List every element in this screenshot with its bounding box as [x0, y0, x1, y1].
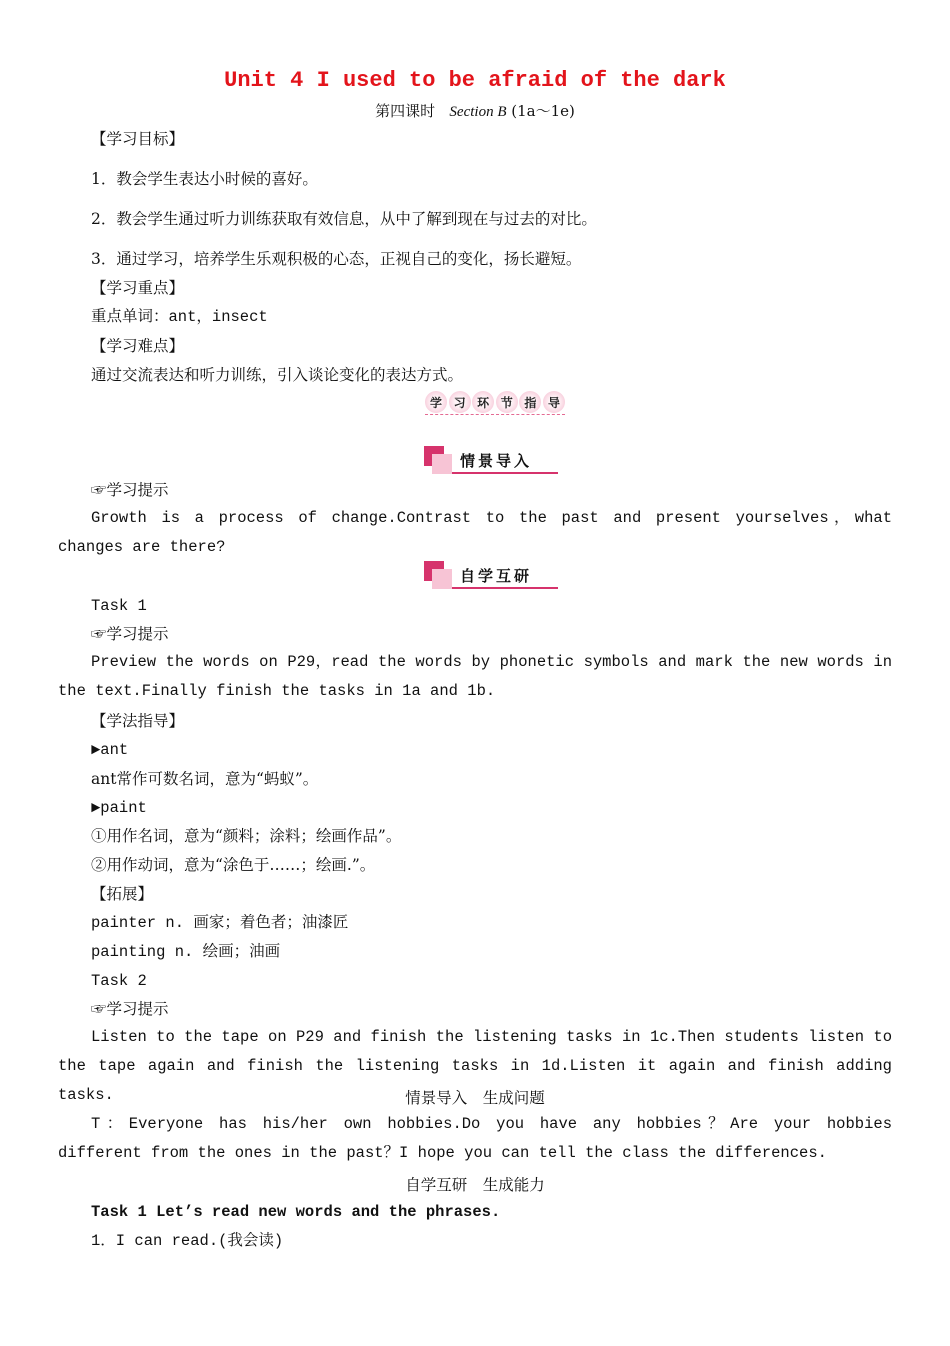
difficulties-text: 通过交流表达和听力训练，引入谈论变化的表达方式。: [91, 366, 464, 384]
section-header-label: 情景导入: [460, 452, 533, 470]
banner-underline: [425, 414, 565, 415]
method-heading: 【学法指导】: [91, 712, 185, 730]
task2-paragraph: Listen to the tape on P29 and finish the listening tasks in 1c.Then students listen to the tape again and finish the listening tasks in 1d.Listen it again and finish adding tasks.: [58, 1028, 892, 1104]
lesson-number: 第四课时: [375, 102, 436, 120]
banner-char: 习: [449, 391, 471, 413]
page-title: Unit 4 I used to be afraid of the dark: [224, 68, 726, 93]
vocab-painting: painting n. 绘画；油画: [91, 943, 281, 961]
read-item-1: 1．I can read.(我会读): [91, 1232, 284, 1250]
banner-char: 学: [425, 391, 447, 413]
banner-char: 导: [543, 391, 565, 413]
difficulties-heading: 【学习难点】: [91, 337, 185, 355]
vocab-paint-label: ►paint: [91, 799, 147, 817]
section-range: (1a～1e): [511, 102, 575, 120]
objective-item-2: 2．教会学生通过听力训练获取有效信息，从中了解到现在与过去的对比。: [91, 210, 597, 228]
hint-label: ☞学习提示: [91, 1000, 169, 1018]
section-header-self-study: [424, 561, 560, 591]
key-points-text: 重点单词：ant，insect: [91, 308, 268, 326]
task1-label: Task 1: [91, 597, 147, 615]
part-heading-intro: 情景导入 生成问题: [405, 1089, 545, 1107]
hint-label: ☞学习提示: [91, 625, 169, 643]
banner-char: 指: [519, 391, 541, 413]
vocab-painter: painter n. 画家；着色者；油漆匠: [91, 914, 349, 932]
vocab-ant-text: ant常作可数名词，意为“蚂蚁”。: [91, 770, 319, 788]
learning-guide-banner: [425, 390, 565, 414]
key-points-heading: 【学习重点】: [91, 279, 185, 297]
section-header-intro: [424, 446, 560, 476]
vocab-paint-verb: ②用作动词，意为“涂色于……；绘画.”。: [91, 856, 376, 874]
section-header-label: 自学互研: [460, 567, 533, 585]
task1-title: Task 1 Let’s read new words and the phrases.: [91, 1203, 501, 1221]
banner-char: 环: [472, 391, 494, 413]
header-square-icon: [432, 569, 452, 589]
header-square-icon: [432, 454, 452, 474]
objective-item-3: 3．通过学习，培养学生乐观积极的心态，正视自己的变化，扬长避短。: [91, 250, 582, 268]
section-name: Section B: [449, 104, 507, 120]
extend-heading: 【拓展】: [91, 885, 154, 903]
teacher-paragraph: T：Everyone has his/her own hobbies.Do you have any hobbies？Are your hobbies different from the ones in the past？I hope you can tell the class the differences.: [58, 1115, 892, 1162]
vocab-ant-label: ►ant: [91, 741, 129, 759]
objectives-heading: 【学习目标】: [91, 130, 185, 148]
task2-label: Task 2: [91, 972, 147, 990]
part-heading-self-study: 自学互研 生成能力: [405, 1176, 545, 1194]
vocab-paint-noun: ①用作名词，意为“颜料；涂料；绘画作品”。: [91, 827, 402, 845]
lesson-subtitle: [0, 100, 950, 121]
task1-paragraph: Preview the words on P29，read the words by phonetic symbols and mark the new words in the text.Finally finish the tasks in 1a and 1b.: [58, 653, 892, 700]
objective-item-1: 1．教会学生表达小时候的喜好。: [91, 170, 318, 188]
banner-char: 节: [496, 391, 518, 413]
intro-paragraph: Growth is a process of change.Contrast to the past and present yourselves，what changes are there?: [58, 509, 892, 556]
hint-label: ☞学习提示: [91, 481, 169, 499]
